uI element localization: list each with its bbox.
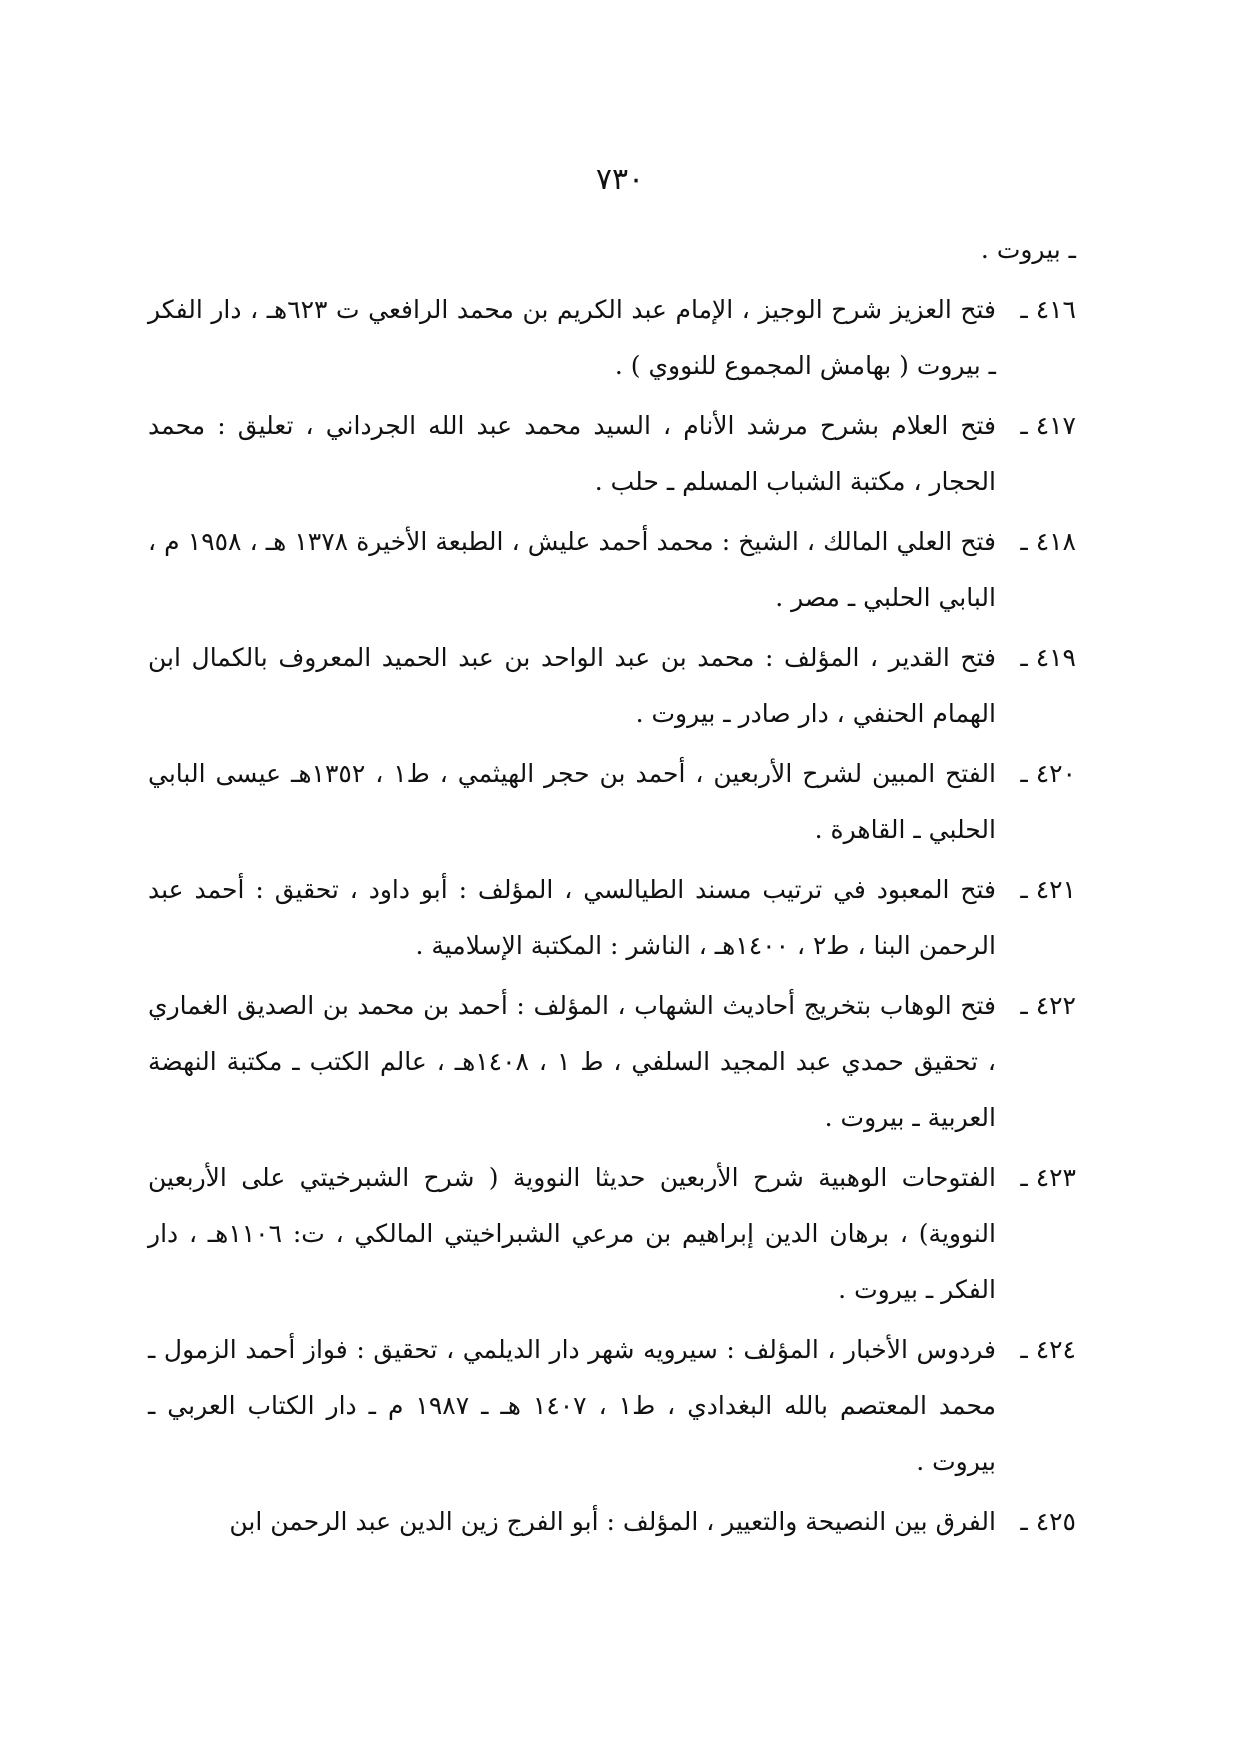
entry-text: فتح العزيز شرح الوجيز ، الإمام عبد الكريم بن محمد الرافعي ت ٦٢٣هـ ، دار الفكر ـ بيروت ( بهامش المجموع للنووي ) . bbox=[148, 295, 996, 380]
entry-text: فتح القدير ، المؤلف : محمد بن عبد الواحد بن عبد الحميد المعروف بالكمال ابن الهمام الحنفي ، دار صادر ـ بيروت . bbox=[148, 643, 996, 728]
entry-text: فتح العلي المالك ، الشيخ : محمد أحمد عليش ، الطبعة الأخيرة ١٣٧٨ هـ ، ١٩٥٨ م ، البابي الحلبي ـ مصر . bbox=[148, 527, 996, 612]
bibliography-entry bbox=[148, 630, 1076, 742]
bibliography-entry bbox=[148, 398, 1076, 510]
entry-number: ٤١٨ ـ bbox=[1020, 527, 1076, 556]
bibliography-entry bbox=[148, 978, 1076, 1146]
entry-number: ٤١٧ ـ bbox=[1020, 411, 1076, 440]
continuation-line: ـ بيروت . bbox=[980, 235, 1076, 264]
entry-number: ٤٢١ ـ bbox=[1020, 875, 1076, 904]
entry-number: ٤٢٤ ـ bbox=[1020, 1335, 1076, 1364]
page-number: ٧٣٠ bbox=[595, 162, 645, 197]
entry-text: فتح العلام بشرح مرشد الأنام ، السيد محمد عبد الله الجرداني ، تعليق : محمد الحجار ، مكتبة الشباب المسلم ـ حلب . bbox=[148, 411, 996, 496]
entry-text: الفرق بين النصيحة والتعيير ، المؤلف : أبو الفرج زين الدين عبد الرحمن ابن bbox=[229, 1507, 996, 1536]
bibliography-entry bbox=[148, 862, 1076, 974]
entry-number: ٤٢٢ ـ bbox=[1020, 991, 1076, 1020]
bibliography-entry bbox=[148, 514, 1076, 626]
entry-number: ٤٢٥ ـ bbox=[1020, 1507, 1076, 1536]
entry-text: فتح المعبود في ترتيب مسند الطيالسي ، المؤلف : أبو داود ، تحقيق : أحمد عبد الرحمن البنا ، ط٢ ، ١٤٠٠هـ ، الناشر : المكتبة الإسلامية . bbox=[148, 875, 996, 960]
entry-text: الفتوحات الوهبية شرح الأربعين حديثا النووية ( شرح الشبرخيتي على الأربعين النووية) ، برهان الدين إبراهيم بن مرعي الشبراخيتي المالكي ، ت: ١١٠٦هـ ، دار الفكر ـ بيروت . bbox=[148, 1163, 996, 1304]
entry-text: فردوس الأخبار ، المؤلف : سيرويه شهر دار الديلمي ، تحقيق : فواز أحمد الزمول ـ محمد المعتصم بالله البغدادي ، ط١ ، ١٤٠٧ هـ ـ ١٩٨٧ م ـ دار الكتاب العربي ـ بيروت . bbox=[148, 1335, 996, 1476]
bibliography-entry bbox=[148, 1322, 1076, 1490]
bibliography-entry bbox=[148, 1150, 1076, 1318]
bibliography-entry bbox=[148, 746, 1076, 858]
entry-number: ٤١٩ ـ bbox=[1020, 643, 1076, 672]
bibliography-list bbox=[148, 222, 1076, 1554]
entry-text: فتح الوهاب بتخريج أحاديث الشهاب ، المؤلف : أحمد بن محمد بن الصديق الغماري ، تحقيق حمدي عبد المجيد السلفي ، ط ١ ، ١٤٠٨هـ ، عالم الكتب ـ مكتبة النهضة العربية ـ بيروت . bbox=[148, 991, 996, 1132]
entry-number: ٤٢٠ ـ bbox=[1020, 759, 1076, 788]
entry-number: ٤٢٣ ـ bbox=[1020, 1163, 1076, 1192]
entry-text: الفتح المبين لشرح الأربعين ، أحمد بن حجر الهيثمي ، ط١ ، ١٣٥٢هـ عيسى البابي الحلبي ـ القاهرة . bbox=[148, 759, 996, 844]
entry-number: ٤١٦ ـ bbox=[1020, 295, 1076, 324]
bibliography-entry bbox=[148, 1494, 1076, 1550]
bibliography-entry bbox=[148, 282, 1076, 394]
